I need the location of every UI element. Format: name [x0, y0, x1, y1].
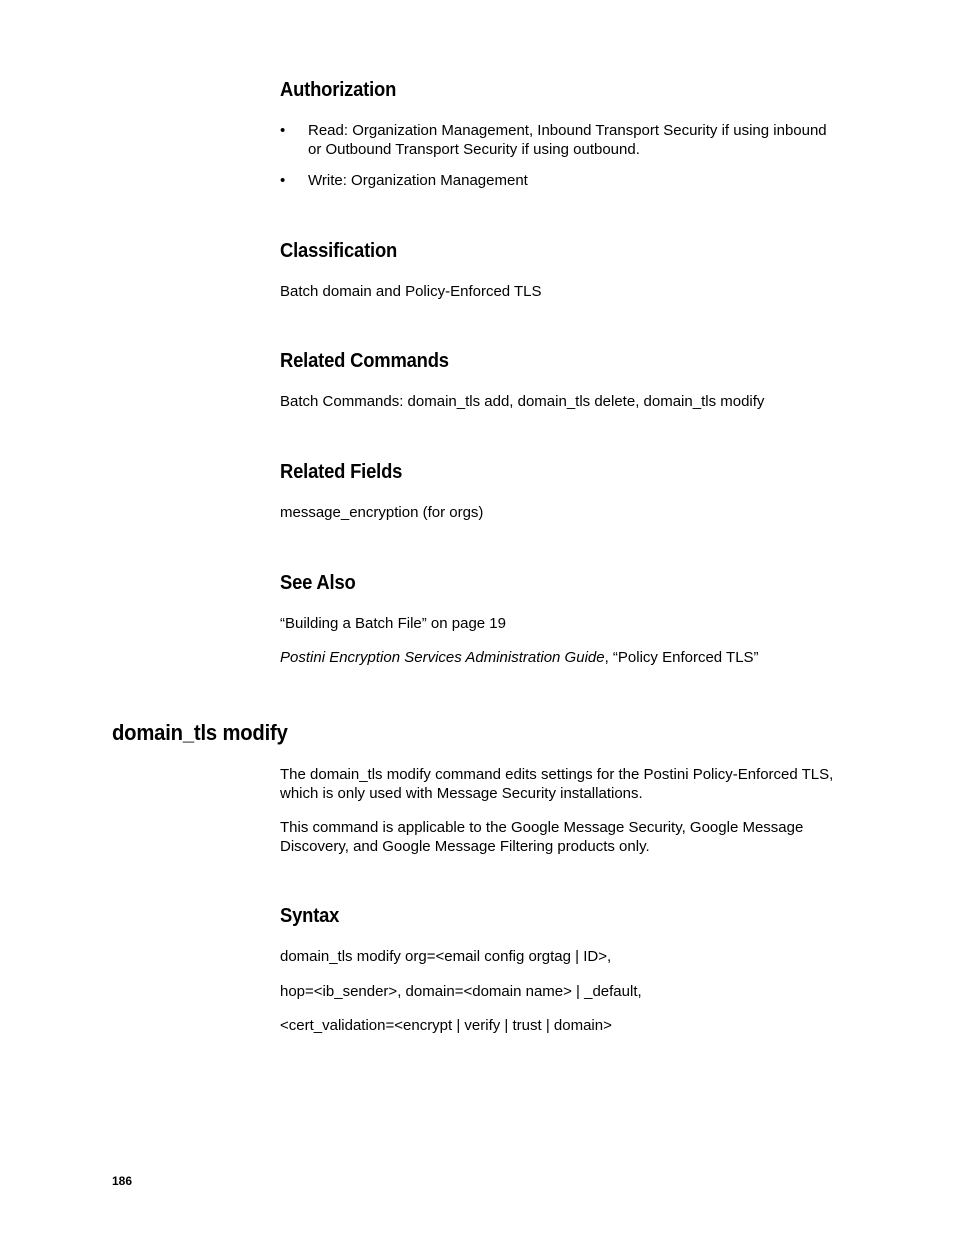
guide-title: Postini Encryption Services Administration Guide — [280, 649, 605, 666]
list-item — [280, 121, 840, 161]
list-item — [280, 171, 840, 191]
authorization-read: Read: Organization Management, Inbound Transport Security if using inbound or Outbound Transport Security if using outbound. — [308, 122, 827, 158]
page-number: 186 — [112, 1174, 133, 1188]
related-commands-text: Batch Commands: domain_tls add, domain_tls delete, domain_tls modify — [280, 393, 765, 410]
syntax-line-2: hop=<ib_sender>, domain=<domain name> | _default, — [280, 983, 642, 1000]
see-also-heading: See Also — [280, 572, 356, 594]
related-fields-text: message_encryption (for orgs) — [280, 504, 484, 521]
classification-heading: Classification — [280, 240, 398, 262]
syntax-line-3: <cert_validation=<encrypt | verify | trust | domain> — [280, 1017, 612, 1034]
bullet-icon: • — [280, 122, 286, 139]
see-also-link-building-batch-file[interactable]: “Building a Batch File” on page 19 — [280, 615, 506, 632]
guide-section: , “Policy Enforced TLS” — [604, 649, 759, 666]
bullet-icon: • — [280, 172, 286, 189]
see-also-guide-reference[interactable] — [280, 648, 840, 667]
syntax-heading: Syntax — [280, 905, 340, 927]
authorization-write: Write: Organization Management — [308, 172, 528, 189]
domain-tls-modify-description: The domain_tls modify command edits settings for the Postini Policy-Enforced TLS, which is only used with Message Security installations. — [280, 766, 834, 802]
domain-tls-modify-applicability: This command is applicable to the Google Message Security, Google Message Discovery, and Google Message Filtering products only. — [280, 819, 804, 855]
related-fields-heading: Related Fields — [280, 461, 403, 483]
authorization-heading: Authorization — [280, 79, 397, 101]
syntax-line-1: domain_tls modify org=<email config orgtag | ID>, — [280, 948, 612, 965]
domain-tls-modify-heading: domain_tls modify — [112, 720, 288, 745]
related-commands-heading: Related Commands — [280, 350, 449, 372]
classification-text: Batch domain and Policy-Enforced TLS — [280, 283, 542, 300]
